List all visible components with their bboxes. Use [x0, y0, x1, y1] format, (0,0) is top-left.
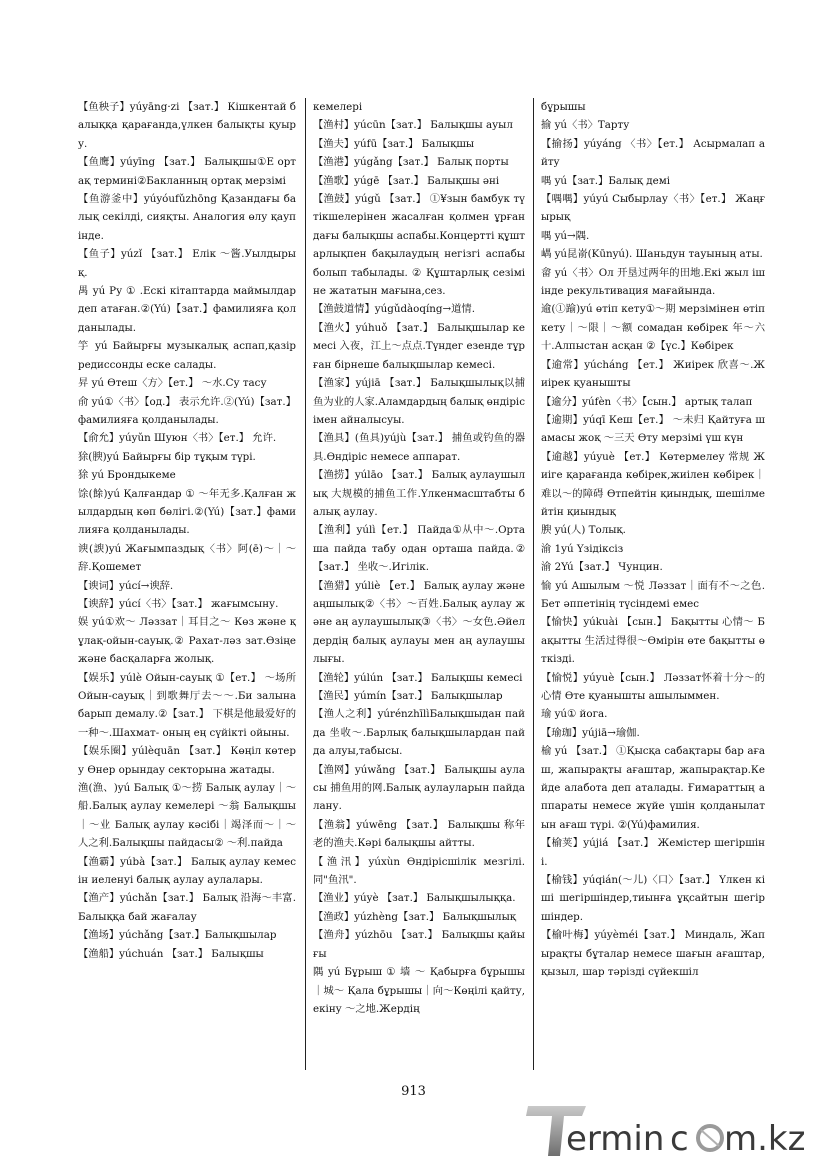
page-number: 913 — [401, 1084, 426, 1099]
dictionary-entry: 【渔捞】yúlāo 【зат.】 Балық аулаушылық 大规模的捕鱼工作.Үлкенмасштабты балық аулау. — [313, 469, 525, 518]
dictionary-column-middle — [313, 98, 525, 1066]
dictionary-entry: 昇 yú Өтеш〈方〉【ет.】 ～水.Су тасу — [78, 377, 267, 390]
dictionary-entry: 娱 yú①欢～ Ләззат｜耳目之～ Көз және құлақ-ойын-сауық.② Рахат-ләз зат.Өзіңе және басқаларға жолық. — [78, 616, 296, 666]
dictionary-entry: 渔(漁、󠄀)yú Балық ①～捞 Балық аулау｜～船.Балық аулау кемелері ～翁 Балықшы｜～业 Балық аулау кәсібі｜竭泽而～｜～人之利.Балықшы пайдасы② ～利.пайда — [78, 782, 296, 850]
dictionary-entry: 【喁喁】yúyú Сыбырлау〈书〉【ет.】 Жаңғырық — [541, 193, 765, 224]
dictionary-entry: 【渔人之利】yúrénzhīlìБалықшыдан пайда 坐收～.Барлық балықшылардан пайда алуы,табысы. — [313, 708, 525, 758]
dictionary-entry: 【愉快】yúkuài 【сын.】 Бақытты 心情～ Бақытты 生活过得很～Өмірін өте бақытты өткізді. — [541, 616, 765, 666]
dictionary-entry: 【俞允】yúyǔn Шуюн〈书〉【ет.】 允许. — [78, 432, 277, 445]
dictionary-entry: 【逾分】yúfèn〈书〉【сын.】 артық талап — [541, 395, 753, 408]
dictionary-column-left — [78, 98, 296, 1066]
column-divider — [533, 98, 534, 1070]
dictionary-entry: 【鱼鹰】yúyīng 【зат.】 Балықшы①Е ортақ термині②Бакланның ортақ мерзімі — [78, 156, 296, 187]
dictionary-entry: 【娱乐】yúlè Ойын-сауық ①【ет.】 ～场所 Ойын-сауық｜到歌舞厅去～～.Би залына барып демалу.②【зат.】 下棋是他最爱好的一种～.Шахмат- оның ең сүйікті ойыны. — [78, 671, 296, 739]
dictionary-entry: 逾(①踰)yú өтіп кету①～期 мерзімінен өтіп кету｜～限｜～额 сомадан көбірек 年～六十.Алпыстан асқан ②【үс.】Көбірек — [541, 303, 765, 353]
dictionary-column-right — [541, 98, 765, 1066]
termincom-logo-image — [520, 1100, 820, 1164]
dictionary-entry: 【榆钱】yúqián(～儿)〈口〉【зат.】 Үлкен кіші шегіршіндер,тиынға ұқсайтын шегіршіндер. — [541, 874, 765, 923]
dictionary-entry: 【渔网】yúwǎng 【зат.】 Балықшы ауласы 捕鱼用的网.Балық аулауларын пайдалану. — [313, 763, 525, 813]
dictionary-entry: 渝 2Yú【зат.】 Чунцин. — [541, 561, 663, 574]
dictionary-entry: 【渔火】yúhuǒ 【зат.】 Балықшылар кемесі 入夜，江上～点点.Түндег езенде тұрған бірнеше балықшылар кемесі. — [313, 321, 525, 371]
dictionary-entry: 腴 yú(人) Толық. — [541, 524, 626, 537]
dictionary-entry: 【渔翁】yúwēng 【зат.】 Балықшы 称年老的渔夫.Кәрі балықшы айтты. — [313, 818, 525, 850]
dictionary-entry: 【渔汛】yúxùn Өндірісшілік мезгілі.同"鱼汛". — [313, 855, 525, 887]
dictionary-entry: 愉 yú Ашылым ～悦 Ләззат｜面有不～之色.Бет әппетінің түсіндемі емес — [541, 579, 765, 610]
dictionary-entry: 【愉悦】yúyuè【сын.】 Ләззат怀着十分～的心情 Өте қуанышты ашылыммен. — [541, 671, 765, 702]
dictionary-entry: 【渔舟】yúzhōu 【зат.】 Балықшы қайығы — [313, 929, 525, 960]
dictionary-entry: 【渔港】yúgǎng【зат.】 Балық порты — [313, 156, 509, 169]
dictionary-entry: 馀(餘)yú Қалғандар ① ～年无多.Қалған жылдардың көп бөлігі.②(Yú)【зат.】фамилияға қолданылады. — [78, 487, 296, 537]
dictionary-entry: 【瑜珈】yújiā→瑜伽. — [541, 726, 640, 739]
dictionary-entry: 榆 yú 【зат.】 ①Қысқа сабақтары бар ағаш, жапырақты ағаштар, жапырақтар.Кейде алабота деп аталады. Ғимараттың аппараты немесе жүйе үшін қолданылатын ағаш түрі. ②(Yú)фамилия. — [541, 745, 765, 831]
dictionary-entry: 【揄扬】yúyáng 〈书〉【ет.】 Асырмалап айту — [541, 137, 765, 169]
dictionary-entry: 狳 yú Брондыкеме — [78, 469, 176, 482]
dictionary-entry: 【渔场】yúchǎng【зат.】Балықшылар — [78, 929, 277, 942]
dictionary-entry: 【逾常】yúcháng 【ет.】 Жиірек 欣喜～.Жиірек қуанышты — [541, 358, 765, 390]
dictionary-entry: 【渔具】(鱼具)yújù【зат.】 捕鱼或钓鱼的器具.Өндіріс немесе аппарат. — [313, 432, 525, 463]
dictionary-entry: 【渔鼓】yúgǔ 【зат.】 ①¥зын бамбук түтікшелерінен жасалған қолмен ұрғандағы балықшы аспабы.Концертті құштарлықпен бақылаудың негізгі аспабы болып табылады. ② Құштарлық сезіміне жататын мағына,сез. — [313, 193, 525, 298]
dictionary-entry: 【渔轮】yúlún 【зат.】 Балықшы кемесі — [313, 671, 523, 684]
dictionary-entry: 【渔政】yúzhèng【зат.】 Балықшылық — [313, 910, 517, 923]
dictionary-entry: 瑜 yú① йога. — [541, 708, 608, 721]
dictionary-entry: 【榆叶梅】yúyèméi【зат.】 Миндаль, Жапырақты бұталар немесе шағын ағаштар, қызыл, шар тәрізді сүйекшіл — [541, 929, 765, 979]
dictionary-entry: 狳(腴)yú Байырғы бір тұқым түрі. — [78, 450, 256, 463]
dictionary-entry: 【渔业】yúyè 【зат.】 Балықшылыққа. — [313, 892, 516, 905]
dictionary-entry: 谀(諛)yú Жағымпаздық〈书〉阿(ē)～｜～辞.Қошемет — [78, 542, 296, 574]
dictionary-entry: 隅 yú Бұрыш ① 墙 ～ Қабырға бұрышы｜城～ Қала бұрышы｜向～Көңілі қайту, екіну ～之地.Жердің — [313, 966, 525, 1015]
dictionary-entry: 喁 yú【зат.】Балық демі — [541, 174, 671, 187]
dictionary-entry: 【逾越】yúyuè 【ет.】 Көтермелеу 常规 Жиіге қарағанда көбірек,жиілен көбірек｜难以～的障碍 Өтпейтін қиындық, шешілмейтін қиындық — [541, 450, 765, 518]
dictionary-entry: 【渔歌】yúgē 【зат.】 Балықшы әні — [313, 174, 500, 187]
dictionary-entry: 禺 yú Ру ① .Ескі кітаптарда маймылдар деп атаған.②(Yú)【зат.】фамилияға қолданылады. — [78, 285, 296, 334]
dictionary-entry: 【渔村】yúcūn【зат.】 Балықшы ауыл — [313, 119, 513, 132]
dictionary-entry: 【渔利】yúlì【ет.】 Пайда①从中～.Орташа пайда табу одан орташа пайда.②【зат.】 坐收～.Игілік. — [313, 524, 525, 574]
dictionary-entry: 竽 yú Байырғы музыкалық аспап,қазір редиссонды еске салады. — [78, 340, 296, 371]
dictionary-entry: кемелері — [313, 101, 363, 113]
dictionary-entry: 【谀辞】yúcí〈书〉【зат.】 жағымсыну. — [78, 597, 279, 610]
dictionary-entry: 【渔家】yújiā 【зат.】 Балықшылық以捕鱼为业的人家.Аламдардың балық өндірісімен айналысуы. — [313, 377, 525, 426]
dictionary-entry: 【渔霸】yúbà【зат.】 Балық аулау кемесін иеленуі балық аулау аулалары. — [78, 855, 296, 887]
svg-text:ermin: ermin — [566, 1119, 665, 1159]
dictionary-entry: 【渔猎】yúliè 【ет.】 Балық аулау және аңшылық②〈书〉～百姓.Балық аулау және аң аулаушылық③〈书〉～女色.Әйелдердің балық аулауы мен аң аулаушылығы. — [313, 579, 525, 666]
dictionary-entry: 畲 yú〈书〉Ол 开垦过两年的田地.Екі жыл ішінде рекультивация мағайында. — [541, 266, 765, 298]
termincom-logo — [520, 1100, 820, 1164]
dictionary-entry: 【渔民】yúmín【зат.】 Балықшылар — [313, 690, 503, 702]
dictionary-entry: 嵎 yú昆嵛(Kūnyú). Шаньдун тауының аты. — [541, 248, 763, 261]
dictionary-entry: 【渔鼓道情】yúgǔdàoqíng→道情. — [313, 303, 475, 316]
dictionary-entry: 喁 yú→隅. — [541, 229, 590, 242]
svg-text:m.kz: m.kz — [724, 1119, 806, 1159]
dictionary-entry: 【鱼子】yúzǐ 【зат.】 Елік ～酱.Уылдырық. — [78, 248, 296, 279]
dictionary-entry: 俞 yú①〈书〉【од.】 表示允许.②(Yú)【зат.】фамилияға қолданылады. — [78, 395, 296, 426]
dictionary-entry: 揄 yú〈书〉Тарту — [541, 119, 630, 132]
dictionary-entry: 【渔产】yúchǎn【зат.】 Балық 沿海～丰富.Балыққа бай жағалау — [78, 892, 296, 923]
dictionary-entry: 【鱼秧子】yúyāng·zi 【зат.】 Кішкентай балыққа қарағанда,үлкен балықты қуыру. — [78, 101, 296, 150]
dictionary-entry: бұрышы — [541, 101, 586, 113]
dictionary-entry: 渝 1yú Үзідіксіз — [541, 542, 624, 555]
dictionary-entry: 【榆荚】yújiá 【зат.】 Жемістер шегіршіні. — [541, 837, 765, 868]
dictionary-entry: 【渔夫】yúfū【зат.】 Балықшы — [313, 137, 475, 150]
svg-text:c: c — [670, 1119, 689, 1159]
dictionary-entry: 【渔船】yúchuán 【зат.】 Балықшы — [78, 947, 264, 960]
dictionary-entry: 【鱼游釜中】yúyóufǔzhōng Қазандағы балық секілді, сияқты. Аналогия өлу қаупінде. — [78, 193, 296, 242]
column-divider — [305, 98, 306, 1070]
dictionary-entry: 【谀词】yúcí→谀辞. — [78, 579, 174, 592]
dictionary-entry: 【逾期】yúqī Кеш【ет.】 ～未归 Қайтуға шамасы жоқ ～三天 Өту мерзімі үш күн — [541, 413, 765, 445]
dictionary-entry: 【娱乐圈】yúlèquān 【зат.】 Көңіл көтеру Өнер орындау секторына жатады. — [78, 745, 296, 776]
